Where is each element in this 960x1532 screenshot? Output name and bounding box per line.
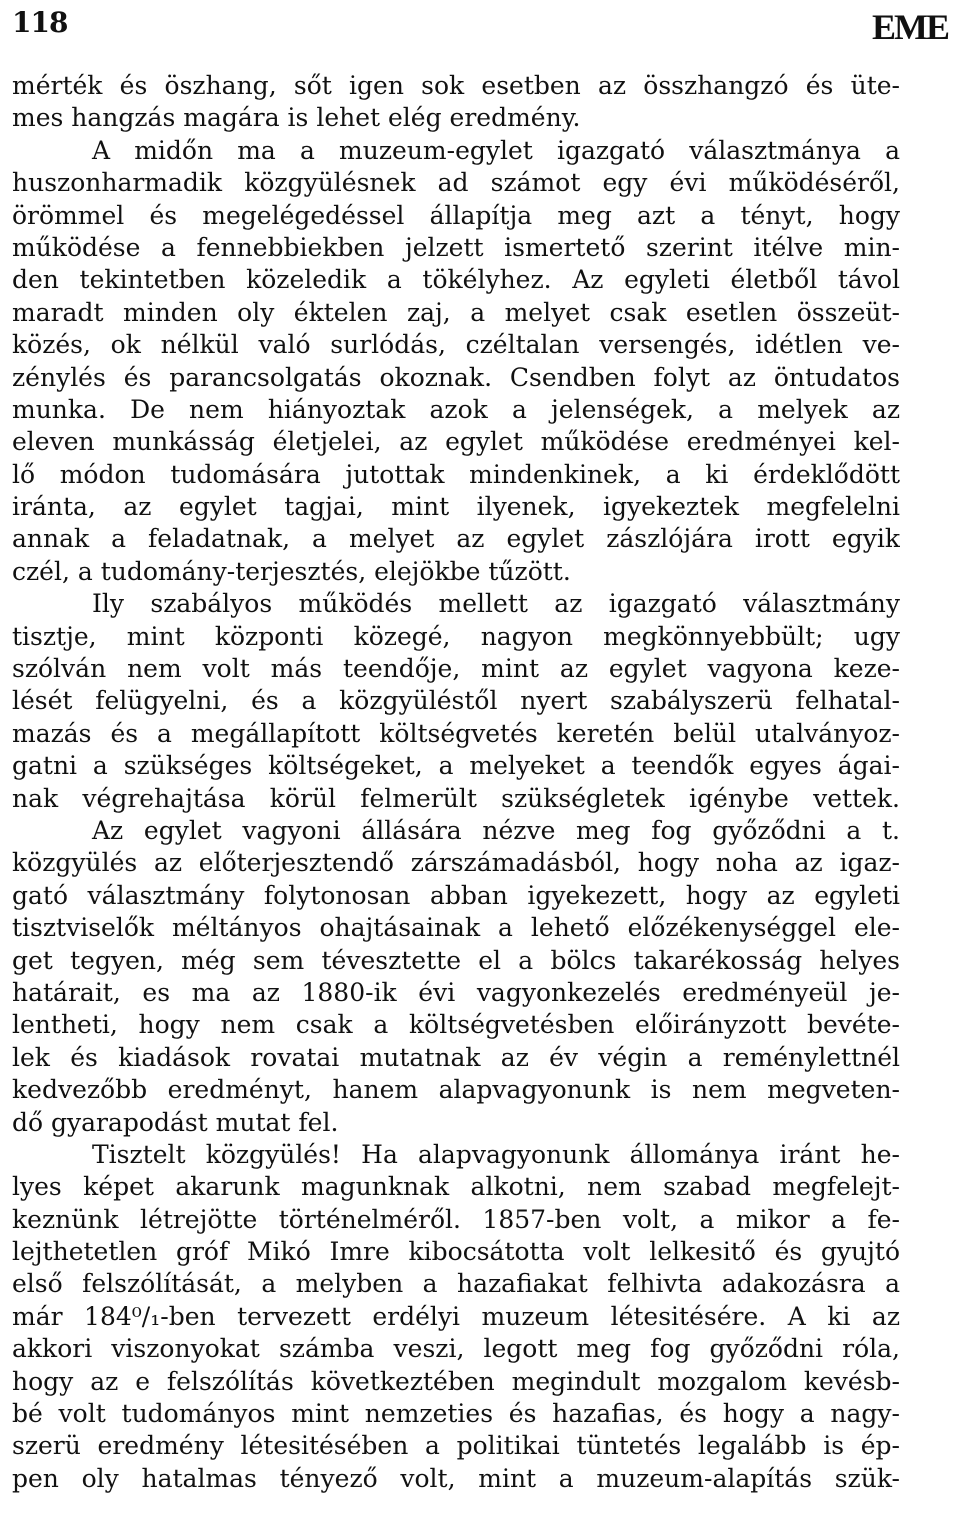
text-line: huszonharmadik közgyülésnek ad számot egy évi működéséről, <box>12 168 900 198</box>
text-line: annak a feladatnak, a melyet az egylet zászlójára irott egyik <box>12 524 900 554</box>
text-line: lentheti, hogy nem csak a költségvetésben előirányzott bevéte- <box>12 1010 900 1040</box>
text-line: czél, a tudomány-terjesztés, elejökbe tűzött. <box>12 556 571 586</box>
text-line: már 184⁰/₁-ben tervezett erdélyi muzeum létesitésére. A ki az <box>12 1301 900 1331</box>
text-line: hogy az e felszólítás következtében megindult mozgalom kevésb- <box>12 1366 900 1396</box>
text-line: bé volt tudományos mint nemzeties és hazafias, és hogy a nagy- <box>12 1399 900 1429</box>
text-line: tisztviselők méltányos ohajtásainak a lehető előzékenységgel ele- <box>12 913 900 943</box>
text-line: határait, es ma az 1880-ik évi vagyonkezelés eredményeül je- <box>12 977 900 1007</box>
paragraph-start-line: Az egylet vagyoni állására nézve meg fog győződni a t. <box>92 815 900 845</box>
page-header <box>12 6 948 47</box>
text-line: lek és kiadások rovatai mutatnak az év végin a reménylettnél <box>12 1042 900 1072</box>
text-line: lő módon tudomására jutottak mindenkinek, a ki érdeklődött <box>12 459 900 489</box>
paragraph-start-line: A midőn ma a muzeum-egylet igazgató választmánya a <box>92 135 900 165</box>
text-line: kedvezőbb eredményt, hanem alapvagyonunk is nem megveten- <box>12 1075 900 1105</box>
paragraph-start-line: Ily szabályos működés mellett az igazgató választmány <box>92 589 900 619</box>
text-line: get tegyen, még sem tévesztette el a bölcs takarékosság helyes <box>12 945 900 975</box>
text-line: lyes képet akarunk magunknak alkotni, nem szabad megfelejt- <box>12 1172 900 1202</box>
text-line: den tekintetben közeledik a tökélyhez. Az egyleti életből távol <box>12 265 900 295</box>
text-line: lését felügyelni, és a közgyüléstől nyert szabályszerü felhatal- <box>12 686 900 716</box>
text-line: első felszólítását, a melyben a hazafiakat felhivta adakozásra a <box>12 1269 900 1299</box>
text-line: örömmel és megelégedéssel állapítja meg azt a tényt, hogy <box>12 200 900 230</box>
paragraph-start-line: Tisztelt közgyülés! Ha alapvagyonunk állománya iránt he- <box>92 1139 900 1169</box>
text-line: gató választmány folytonosan abban igyekezett, hogy az egyleti <box>12 880 900 910</box>
text-line: akkori viszonyokat számba veszi, legott meg fog győződni róla, <box>12 1334 900 1364</box>
text-line: mes hangzás magára is lehet elég eredmény. <box>12 103 581 133</box>
text-line: közés, ok nélkül való surlódás, czéltalan versengés, idétlen ve- <box>12 330 900 360</box>
body-text <box>12 70 900 1495</box>
text-line: mérték és öszhang, sőt igen sok esetben az összhangzó és üte- <box>12 71 900 100</box>
text-line: szólván nem volt más teendője, mint az egylet vagyona keze- <box>12 654 900 684</box>
text-line: nak végrehajtása körül felmerült szükségletek igénybe vettek. <box>12 783 900 813</box>
text-line: közgyülés az előterjesztendő zárszámadásból, hogy noha az igaz- <box>12 848 900 878</box>
text-line: munka. De nem hiányoztak azok a jelenségek, a melyek az <box>12 394 900 424</box>
text-line: maradt minden oly éktelen zaj, a melyet csak esetlen összeüt- <box>12 297 900 327</box>
page-number: 118 <box>12 6 68 39</box>
running-head: EME <box>871 7 948 47</box>
text-line: mazás és a megállapított költségvetés keretén belül utalványoz- <box>12 718 900 748</box>
text-line: keznünk létrejötte történelméről. 1857-ben volt, a mikor a fe- <box>12 1204 900 1234</box>
text-line: gatni a szükséges költségeket, a melyeket a teendők egyes ágai- <box>12 751 900 781</box>
text-line: eleven munkásság életjelei, az egylet működése eredményei kel- <box>12 427 900 457</box>
text-line: dő gyarapodást mutat fel. <box>12 1107 339 1137</box>
text-line: lejthetetlen gróf Mikó Imre kibocsátotta volt lelkesitő és gyujtó <box>12 1237 900 1267</box>
text-line: zénylés és parancsolgatás okoznak. Csendben folyt az öntudatos <box>12 362 900 392</box>
text-line: szerü eredmény létesitésében a politikai tüntetés legalább is ép- <box>12 1431 900 1461</box>
text-line: iránta, az egylet tagjai, mint ilyenek, igyekeztek megfelelni <box>12 492 900 522</box>
text-line: működése a fennebbiekben jelzett ismertető szerint itélve min- <box>12 232 900 262</box>
text-line: pen oly hatalmas tényező volt, mint a muzeum-alapítás szük- <box>12 1463 900 1493</box>
text-line: tisztje, mint központi közegé, nagyon megkönnyebbült; ugy <box>12 621 900 651</box>
